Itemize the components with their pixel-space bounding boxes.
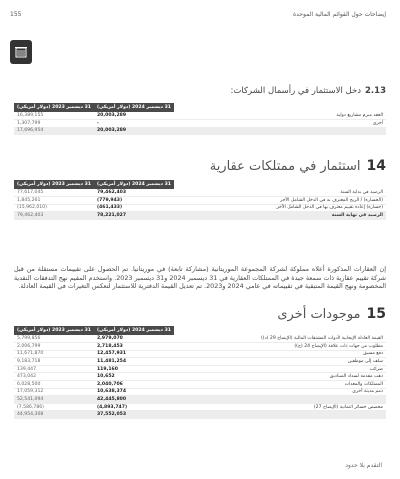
row-label: (خسارة) إعادة تقييم معترف بها في الدخل الشامل الآخر bbox=[174, 204, 386, 212]
note-15-heading bbox=[14, 306, 386, 322]
total-2023: 44,954,308 bbox=[14, 411, 94, 419]
table-header-row bbox=[14, 180, 386, 189]
table-row bbox=[14, 350, 386, 358]
total-label bbox=[174, 411, 386, 419]
table-row bbox=[14, 197, 386, 205]
table-row bbox=[14, 120, 386, 128]
total-row bbox=[14, 212, 386, 220]
row-label: ضرائب bbox=[174, 365, 386, 373]
table-row bbox=[14, 112, 386, 120]
valuation-paragraph: إن العقارات المذكورة أعلاه مملوكة لشركة المجموعة الموريتانية (مشاركة تابعة) في موريتانيا. تم الحصول على تقييمات مستقلة من قبل شركة تقييم عقارية ذات سمعة جيدة في الممتلكات العقارية في 31 ديسمبر 2024 و31 ديسمبر 2023. واستخدم المقيم نهج التدفقات النقدية المخصومة ونهج القيمة المتبقية في تقييماته في عامي 2024 و2023. تم تعديل القيمة الدفترية للاستثمار لتعكس التغيرات في القيمة العادلة. bbox=[14, 265, 386, 291]
col-2024-header: 31 ديسمبر 2024 (دولار أمريكي) bbox=[94, 103, 174, 112]
note-15-table bbox=[14, 326, 386, 419]
value-2024: 2,979,070 bbox=[94, 335, 174, 343]
value-2023: 473,042 bbox=[14, 373, 94, 381]
subtotal-row bbox=[14, 396, 386, 404]
note-2-13-title: دخل الاستثمار في رأسمال الشركات: bbox=[230, 86, 362, 96]
value-2023: 17,059,312 bbox=[14, 388, 94, 396]
row-label: ذمم مدينة أخرى bbox=[174, 388, 386, 396]
note-14-heading bbox=[14, 158, 386, 174]
total-row bbox=[14, 411, 386, 419]
value-2024: 10,638,374 bbox=[94, 388, 174, 396]
value-2024: 20,003,289 bbox=[94, 112, 174, 120]
value-2023: 5,799,856 bbox=[14, 335, 94, 343]
note-15-number: 15 bbox=[366, 306, 386, 322]
table-row bbox=[14, 373, 386, 381]
note-14-number: 14 bbox=[366, 158, 386, 174]
value-2023: 1,845,261 bbox=[14, 197, 94, 205]
total-row bbox=[14, 127, 386, 135]
table-row bbox=[14, 335, 386, 343]
total-2024: 37,552,053 bbox=[94, 411, 174, 419]
value-2023: 77,617,045 bbox=[14, 189, 94, 197]
total-2023: 79,462,403 bbox=[14, 212, 94, 220]
table-row bbox=[14, 388, 386, 396]
row-label: القيمة العادلة الإيجابية لأدوات المشتقات المالية (الإيضاح 29 (د)) bbox=[174, 335, 386, 343]
building-icon bbox=[14, 45, 28, 59]
table-row bbox=[14, 343, 386, 351]
col-2023-header: 31 ديسمبر 2023 (دولار أمريكي) bbox=[14, 103, 94, 112]
label-header bbox=[174, 103, 386, 112]
col-2024-header: 31 ديسمبر 2024 (دولار أمريكي) bbox=[94, 326, 174, 335]
value-2023: 11,671,870 bbox=[14, 350, 94, 358]
value-2023: 2,006,799 bbox=[14, 343, 94, 351]
allowance-2023: (7,586,786) bbox=[14, 403, 94, 411]
table-row bbox=[14, 365, 386, 373]
label-header bbox=[174, 180, 386, 189]
value-2024: 2,040,706 bbox=[94, 381, 174, 389]
row-label: أخرى bbox=[174, 120, 386, 128]
label-header bbox=[174, 326, 386, 335]
value-2023: 139,447 bbox=[14, 365, 94, 373]
allowance-2024: (4,893,747) bbox=[94, 403, 174, 411]
total-label: الرصيد في نهاية السنة bbox=[174, 212, 386, 220]
page-number: 155 bbox=[10, 10, 22, 18]
value-2023: 16,389,155 bbox=[14, 112, 94, 120]
table-row bbox=[14, 189, 386, 197]
value-2024: 79,462,403 bbox=[94, 189, 174, 197]
value-2024: 10,652 bbox=[94, 373, 174, 381]
note-2-13-section bbox=[14, 86, 386, 135]
value-2023: 6,028,500 bbox=[14, 381, 94, 389]
note-2-13-number: 2.13 bbox=[365, 86, 386, 96]
row-label: سلف إلى موظفين bbox=[174, 358, 386, 366]
allowance-row bbox=[14, 403, 386, 411]
subtotal-2023: 52,541,094 bbox=[14, 396, 94, 404]
note-15-title: موجودات أخرى bbox=[277, 307, 361, 322]
col-2023-header: 31 ديسمبر 2023 (دولار أمريكي) bbox=[14, 180, 94, 189]
value-2024: 2,718,453 bbox=[94, 343, 174, 351]
subtotal-2024: 42,445,800 bbox=[94, 396, 174, 404]
company-logo bbox=[10, 40, 32, 64]
note-14-title: استثمار في ممتلكات عقارية bbox=[209, 159, 361, 174]
row-label: (الخسارة) / الربح المعترف به في الدخل الشامل الآخر bbox=[174, 197, 386, 205]
col-2024-header: 31 ديسمبر 2024 (دولار أمريكي) bbox=[94, 180, 174, 189]
note-15-section bbox=[14, 306, 386, 419]
value-2024: 11,481,254 bbox=[94, 358, 174, 366]
total-2024: 78,221,027 bbox=[94, 212, 174, 220]
subtotal-label bbox=[174, 396, 386, 404]
table-header-row bbox=[14, 103, 386, 112]
table-header-row bbox=[14, 326, 386, 335]
note-2-13-table bbox=[14, 103, 386, 135]
page-footer: التقدم بلا حدود bbox=[345, 462, 382, 469]
row-label: ذهب مقدمة لسداد الصناديق bbox=[174, 373, 386, 381]
value-2024: (779,943) bbox=[94, 197, 174, 205]
table-row bbox=[14, 358, 386, 366]
total-2024: 20,003,289 bbox=[94, 127, 174, 135]
value-2023: 1,307,799 bbox=[14, 120, 94, 128]
value-2024: 119,160 bbox=[94, 365, 174, 373]
table-row bbox=[14, 381, 386, 389]
value-2023: 9,183,718 bbox=[14, 358, 94, 366]
row-label: العقد مبرم مشاريع دولية bbox=[174, 112, 386, 120]
value-2024: 12,457,931 bbox=[94, 350, 174, 358]
value-2024: (461,433) bbox=[94, 204, 174, 212]
page-header bbox=[10, 8, 386, 20]
col-2023-header: 31 ديسمبر 2023 (دولار أمريكي) bbox=[14, 326, 94, 335]
value-2023: (15,962,010) bbox=[14, 204, 94, 212]
row-label: الرصيد في بداية السنة bbox=[174, 189, 386, 197]
row-label: الممتلكات والمعدات bbox=[174, 381, 386, 389]
table-row bbox=[14, 204, 386, 212]
row-label: دفع مسبق bbox=[174, 350, 386, 358]
note-2-13-heading bbox=[14, 86, 386, 96]
page-header-title: إيضاحات حول القوائم المالية الموحدة bbox=[292, 10, 386, 18]
allowance-label: مخصص خسائر ائتمانية (الإيضاح 27) bbox=[174, 403, 386, 411]
total-label bbox=[174, 127, 386, 135]
value-2024: - bbox=[94, 120, 174, 128]
row-label: مطلوب من جهات ذات علاقة (الإيضاح 24 (ج)) bbox=[174, 343, 386, 351]
note-14-section bbox=[14, 158, 386, 220]
note-14-table bbox=[14, 180, 386, 220]
total-2023: 17,696,954 bbox=[14, 127, 94, 135]
